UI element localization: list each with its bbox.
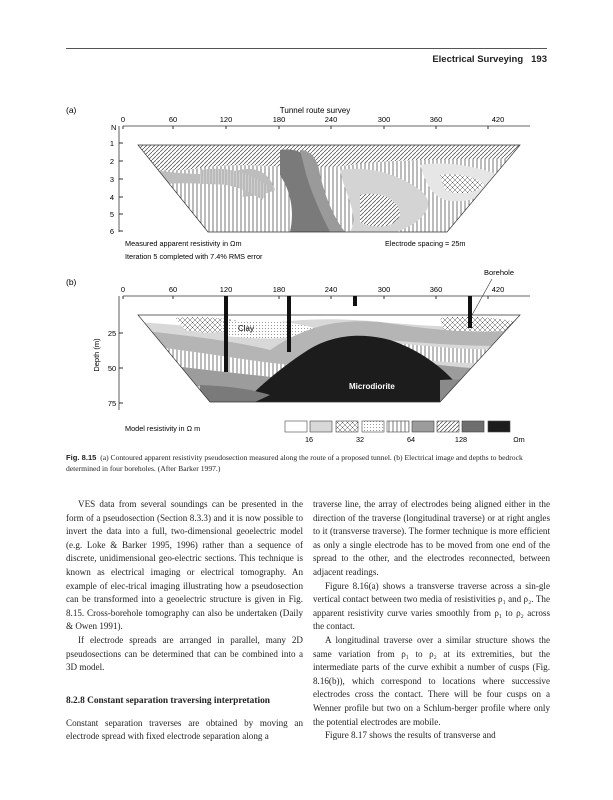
legend-value-32: 32 bbox=[355, 435, 365, 444]
a-xtick-3: 180 bbox=[272, 115, 286, 124]
a-ytick-5: 6 bbox=[109, 227, 115, 236]
left-paragraph-2: If electrode spreads are arranged in parallel, many 2D pseudosections can be determined that can be combined into a 3D model. bbox=[66, 634, 303, 673]
page-number: 193 bbox=[531, 54, 547, 65]
legend-unit: Ωm bbox=[513, 435, 525, 444]
legend-swatch-9 bbox=[488, 421, 510, 432]
legend-swatch-5 bbox=[387, 421, 409, 432]
b-xtick-5: 300 bbox=[377, 285, 391, 294]
legend-swatch-6 bbox=[412, 421, 434, 432]
b-y-axis-label: Depth (m) bbox=[92, 338, 101, 372]
figure-8-15 bbox=[0, 95, 613, 450]
legend-title: Model resistivity in Ω m bbox=[125, 424, 201, 433]
figure-caption bbox=[66, 452, 548, 474]
b-ytick-1: 50 bbox=[107, 364, 117, 373]
left-paragraph-3: Constant separation traverses are obtained by moving an electrode spread with fixed electrode separation along a bbox=[66, 717, 303, 742]
right-paragraph-1: traverse line, the array of electrodes being aligned either in the direction of the traverse (longitudinal traverse) or at right angles to it (transverse traverse). The former technique is more efficient as only a single electrode has to be moved from one end of the spread to the other, and the electrodes reconnected, between adjacent readings. bbox=[313, 499, 550, 577]
b-xtick-3: 180 bbox=[272, 285, 286, 294]
panel-b-x-ticks bbox=[121, 285, 504, 299]
a-xtick-7: 420 bbox=[491, 115, 505, 124]
a-ytick-2: 3 bbox=[109, 175, 115, 184]
b-xtick-7: 420 bbox=[491, 285, 505, 294]
a-ytick-1: 2 bbox=[109, 157, 115, 166]
a-xtick-6: 360 bbox=[429, 115, 443, 124]
b-xtick-1: 60 bbox=[168, 285, 178, 294]
a-xtick-4: 240 bbox=[324, 115, 338, 124]
left-paragraph-1: VES data from several soundings can be presented in the form of a pseudosection (Section 8.3.3) and it is now possible to invert the data into a full, two-dimensional geoelectric model (e.g. Loke & Barker 1995, 1996) rather than a sequence of discrete, unidimensional geo-electric sections. This technique is known as electrical imaging or electrical tomography. An example of elec-trical imaging illustrating how a pseudosection can be transformed into a geoelectric structure is given in Fig. 8.15. Cross-borehole tomography can also be undertaken (Daily & Owen 1991). bbox=[66, 499, 303, 632]
a-xtick-2: 120 bbox=[219, 115, 233, 124]
b-xtick-6: 360 bbox=[429, 285, 443, 294]
left-column bbox=[66, 498, 303, 744]
panel-a-y-ticks bbox=[110, 139, 123, 236]
legend-swatch-4 bbox=[362, 421, 384, 432]
right-paragraph-4: Figure 8.17 shows the results of transverse and bbox=[325, 730, 496, 741]
running-title: Electrical Surveying bbox=[432, 54, 524, 65]
panel-a-n-label: N bbox=[111, 123, 117, 132]
panel-a-pseudosection bbox=[130, 140, 530, 240]
microdiorite-label: Microdiorite bbox=[349, 382, 395, 391]
borehole-label: Borehole bbox=[484, 268, 515, 277]
a-ytick-3: 4 bbox=[109, 193, 115, 202]
legend-swatch-1 bbox=[285, 421, 307, 432]
borehole-leader-line bbox=[472, 279, 492, 315]
legend-swatch-2 bbox=[310, 421, 332, 432]
a-xtick-5: 300 bbox=[377, 115, 391, 124]
borehole-4 bbox=[468, 296, 472, 328]
legend-value-16: 16 bbox=[304, 435, 314, 444]
a-note-resistivity: Measured apparent resistivity in Ωm bbox=[125, 239, 242, 248]
a-ytick-4: 5 bbox=[109, 210, 115, 219]
legend-swatch-8 bbox=[462, 421, 484, 432]
panel-a-title: Tunnel route survey bbox=[279, 106, 351, 115]
borehole-1 bbox=[224, 296, 228, 372]
a-ytick-0: 1 bbox=[109, 139, 115, 148]
legend-swatch-3 bbox=[336, 421, 358, 432]
a-note-spacing: Electrode spacing = 25m bbox=[385, 239, 466, 248]
panel-b-y-ticks bbox=[108, 329, 123, 408]
legend-value-64: 64 bbox=[406, 435, 416, 444]
b-xtick-2: 120 bbox=[219, 285, 233, 294]
panel-a-label: (a) bbox=[66, 105, 77, 115]
a-xtick-1: 60 bbox=[168, 115, 178, 124]
resistivity-legend bbox=[285, 421, 525, 444]
borehole-2 bbox=[287, 296, 291, 352]
running-head bbox=[360, 54, 547, 65]
b-xtick-4: 240 bbox=[324, 285, 338, 294]
b-ytick-0: 25 bbox=[107, 329, 117, 338]
caption-fig-number: Fig. 8.15 bbox=[66, 453, 97, 462]
right-paragraph-2: Figure 8.16(a) shows a transverse traverse across a sin-gle vertical contact between two media of resistivities ρ₁ and ρ₂. The apparent resistivity curve varies smoothly from ρ₁ to ρ₂ across the contact. bbox=[313, 580, 550, 632]
panel-b-label: (b) bbox=[66, 277, 77, 287]
a-xtick-0: 0 bbox=[120, 115, 126, 124]
section-heading: 8.2.8 Constant separation traversing interpretation bbox=[66, 695, 270, 706]
b-ytick-2: 75 bbox=[107, 399, 117, 408]
clay-label: Clay bbox=[238, 324, 255, 333]
borehole-3 bbox=[353, 296, 357, 306]
legend-swatch-7 bbox=[437, 421, 459, 432]
legend-value-128: 128 bbox=[454, 435, 468, 444]
panel-a-x-ticks bbox=[121, 115, 504, 129]
right-paragraph-3: A longitudinal traverse over a similar structure shows the same variation from ρ₁ to ρ₂ at its extremities, but the intermediate parts of the curve exhibit a number of cusps (Fig. 8.16(b)), which correspond to locations where successive electrodes cross the contact. There will be four cusps on a Wenner profile but two on a Schlum-berger profile where only the potential electrodes are mobile. bbox=[313, 634, 550, 727]
a-note-iteration: Iteration 5 completed with 7.4% RMS error bbox=[125, 252, 263, 261]
caption-text: (a) Contoured apparent resistivity pseudosection measured along the route of a proposed tunnel. (b) Electrical image and depths to bedrock determined in four boreholes. (After Barker 1997.) bbox=[66, 453, 523, 473]
b-xtick-0: 0 bbox=[120, 285, 126, 294]
header-rule bbox=[66, 48, 547, 49]
right-column bbox=[313, 498, 550, 743]
